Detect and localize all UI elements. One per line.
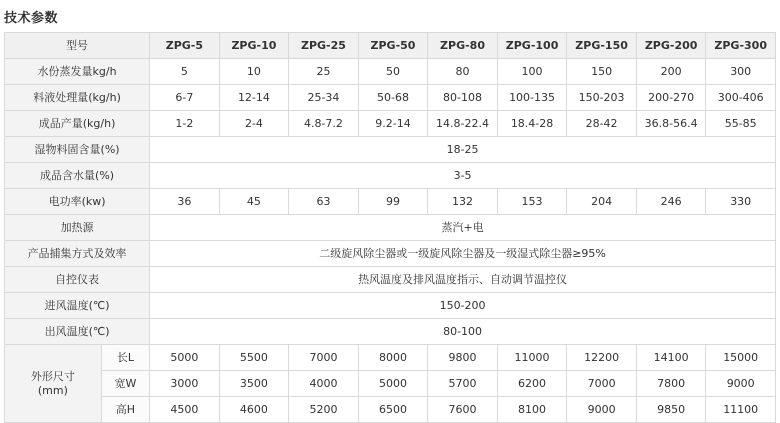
table-cell: 300 <box>706 59 776 85</box>
dimensions-label-line2: (mm) <box>37 383 68 397</box>
table-cell: 100 <box>497 59 567 85</box>
table-cell: 4600 <box>219 397 289 423</box>
model-header-cell: ZPG-200 <box>636 33 706 59</box>
table-row <box>5 137 776 163</box>
table-cell: 150 <box>567 59 637 85</box>
dimension-sub-label: 高H <box>101 397 149 423</box>
row-label: 成品含水量(%) <box>5 163 150 189</box>
model-header-cell: ZPG-300 <box>706 33 776 59</box>
row-label: 加热源 <box>5 215 150 241</box>
table-cell: 36.8-56.4 <box>636 111 706 137</box>
table-cell: 6500 <box>358 397 428 423</box>
table-cell: 246 <box>636 189 706 215</box>
dimensions-label <box>5 345 102 423</box>
table-row <box>5 111 776 137</box>
table-header-row <box>5 33 776 59</box>
table-cell: 5000 <box>358 371 428 397</box>
model-header-cell: ZPG-100 <box>497 33 567 59</box>
table-row <box>5 319 776 345</box>
table-cell: 9850 <box>636 397 706 423</box>
table-cell: 8100 <box>497 397 567 423</box>
table-body <box>5 33 776 423</box>
table-cell: 18.4-28 <box>497 111 567 137</box>
table-cell-merged: 二级旋风除尘器或一级旋风除尘器及一级湿式除尘器≥95% <box>150 241 776 267</box>
table-cell-merged: 3-5 <box>150 163 776 189</box>
table-cell: 14100 <box>636 345 706 371</box>
table-cell: 7000 <box>289 345 359 371</box>
table-cell: 2-4 <box>219 111 289 137</box>
table-cell: 10 <box>219 59 289 85</box>
table-cell: 6-7 <box>150 85 220 111</box>
table-row-dimension <box>5 371 776 397</box>
dimension-sub-label: 宽W <box>101 371 149 397</box>
table-cell: 80 <box>428 59 498 85</box>
table-cell: 200 <box>636 59 706 85</box>
table-cell: 330 <box>706 189 776 215</box>
row-label: 水份蒸发量kg/h <box>5 59 150 85</box>
table-cell: 80-108 <box>428 85 498 111</box>
table-cell: 50-68 <box>358 85 428 111</box>
table-row <box>5 189 776 215</box>
model-header-cell: ZPG-150 <box>567 33 637 59</box>
table-cell: 153 <box>497 189 567 215</box>
page-title: 技术参数 <box>4 11 59 26</box>
table-cell: 4000 <box>289 371 359 397</box>
table-cell: 25-34 <box>289 85 359 111</box>
table-cell: 200-270 <box>636 85 706 111</box>
table-cell: 204 <box>567 189 637 215</box>
table-cell-merged: 蒸汽+电 <box>150 215 776 241</box>
table-cell: 28-42 <box>567 111 637 137</box>
table-cell: 14.8-22.4 <box>428 111 498 137</box>
table-row-dimension <box>5 397 776 423</box>
table-cell: 9800 <box>428 345 498 371</box>
table-cell: 50 <box>358 59 428 85</box>
table-cell: 11100 <box>706 397 776 423</box>
table-cell: 5500 <box>219 345 289 371</box>
table-cell-merged: 18-25 <box>150 137 776 163</box>
table-cell: 25 <box>289 59 359 85</box>
model-header-cell: ZPG-5 <box>150 33 220 59</box>
row-label: 料液处理量(kg/h) <box>5 85 150 111</box>
table-row <box>5 293 776 319</box>
table-cell: 7800 <box>636 371 706 397</box>
table-cell: 9000 <box>567 397 637 423</box>
table-cell: 100-135 <box>497 85 567 111</box>
table-cell: 11000 <box>497 345 567 371</box>
row-label: 成品产量(kg/h) <box>5 111 150 137</box>
table-cell: 63 <box>289 189 359 215</box>
model-header-cell: ZPG-10 <box>219 33 289 59</box>
table-cell: 9000 <box>706 371 776 397</box>
table-cell-merged: 150-200 <box>150 293 776 319</box>
table-cell: 6200 <box>497 371 567 397</box>
table-cell: 5 <box>150 59 220 85</box>
table-cell: 7600 <box>428 397 498 423</box>
table-row <box>5 163 776 189</box>
table-row <box>5 267 776 293</box>
row-label: 产品捕集方式及效率 <box>5 241 150 267</box>
model-header-cell: ZPG-25 <box>289 33 359 59</box>
row-label: 湿物料固含量(%) <box>5 137 150 163</box>
table-cell: 3000 <box>150 371 220 397</box>
table-row <box>5 241 776 267</box>
dimensions-label-line1: 外形尺寸 <box>30 369 75 383</box>
table-cell: 3500 <box>219 371 289 397</box>
technical-parameters-table <box>4 32 776 423</box>
table-cell: 9.2-14 <box>358 111 428 137</box>
table-cell: 5700 <box>428 371 498 397</box>
table-cell: 7000 <box>567 371 637 397</box>
table-cell: 132 <box>428 189 498 215</box>
table-cell: 12-14 <box>219 85 289 111</box>
row-label: 出风温度(℃) <box>5 319 150 345</box>
table-cell: 15000 <box>706 345 776 371</box>
model-header-label: 型号 <box>5 33 150 59</box>
table-cell: 4500 <box>150 397 220 423</box>
model-header-cell: ZPG-50 <box>358 33 428 59</box>
model-header-cell: ZPG-80 <box>428 33 498 59</box>
table-cell: 55-85 <box>706 111 776 137</box>
table-row-dimension <box>5 345 776 371</box>
table-cell: 45 <box>219 189 289 215</box>
table-cell-merged: 80-100 <box>150 319 776 345</box>
table-cell: 99 <box>358 189 428 215</box>
table-row <box>5 59 776 85</box>
table-cell: 150-203 <box>567 85 637 111</box>
table-cell: 300-406 <box>706 85 776 111</box>
table-cell: 8000 <box>358 345 428 371</box>
row-label: 电功率(kw) <box>5 189 150 215</box>
table-row <box>5 85 776 111</box>
row-label: 自控仪表 <box>5 267 150 293</box>
table-cell: 4.8-7.2 <box>289 111 359 137</box>
table-cell: 12200 <box>567 345 637 371</box>
table-cell: 5200 <box>289 397 359 423</box>
table-cell: 1-2 <box>150 111 220 137</box>
table-row <box>5 215 776 241</box>
table-cell-merged: 热风温度及排风温度指示、自动调节温控仪 <box>150 267 776 293</box>
table-cell: 36 <box>150 189 220 215</box>
row-label: 进风温度(℃) <box>5 293 150 319</box>
table-cell: 5000 <box>150 345 220 371</box>
dimension-sub-label: 长L <box>101 345 149 371</box>
